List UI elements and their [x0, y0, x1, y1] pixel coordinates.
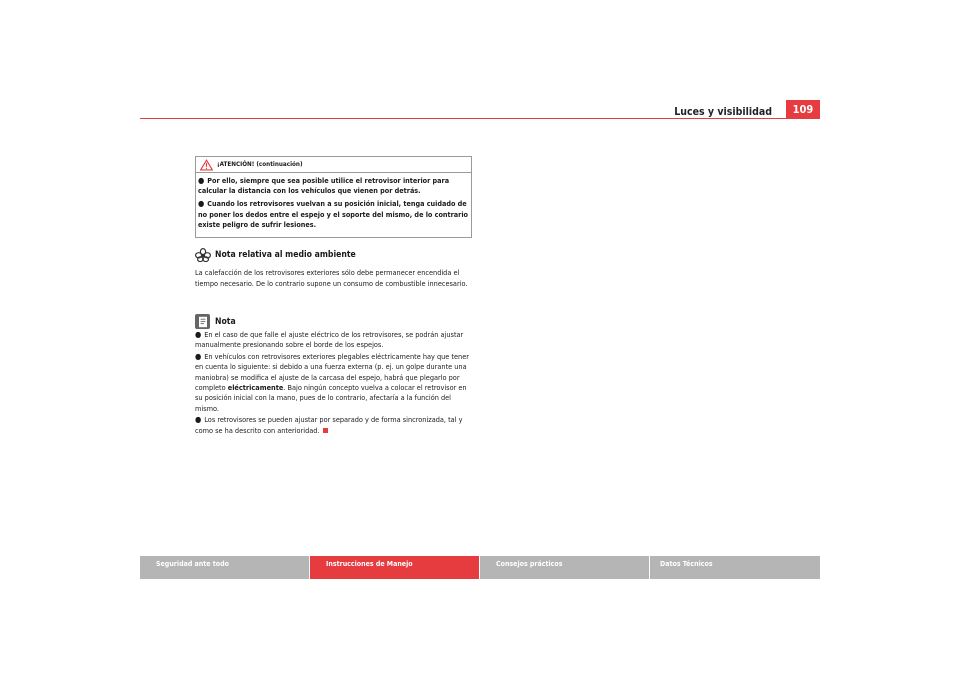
- warning-title: ¡ATENCIÓN! (continuación): [217, 161, 303, 168]
- note-heading: Nota: [195, 314, 236, 329]
- tab-instrucciones[interactable]: Instrucciones de Manejo: [310, 556, 480, 579]
- note-body: [195, 330, 471, 437]
- bullet-icon: ●: [198, 176, 205, 185]
- note-info-icon: [195, 314, 210, 329]
- warning-box: [195, 156, 472, 238]
- note-item: ● En vehículos con retrovisores exteriores plegables eléctricamente hay que tener en cuenta lo siguiente: si debido a una fuerza externa (p. ej. un golpe durante una maniobra) se modifica el ajuste de la carcasa del espejo, habrá que plegarlo por completo eléctricamente. Bajo ningún concepto vuelva a colocar el retrovisor en su posición inicial con la mano, pues de lo contrario, afectaría a la función del mismo.: [195, 351, 469, 413]
- bullet-icon: ●: [198, 199, 205, 209]
- page-number: 109: [786, 100, 820, 119]
- warning-item: ● Por ello, siempre que sea posible utilice el retrovisor interior para calcular la distancia con los vehículos que vienen por detrás.: [198, 176, 450, 196]
- environment-note-heading: Nota relativa al medio ambiente: [195, 248, 356, 262]
- section-title: Luces y visibilidad: [674, 106, 772, 118]
- tab-consejos[interactable]: Consejos prácticos: [480, 556, 650, 579]
- footer-nav: [140, 556, 820, 579]
- warning-item: ● Cuando los retrovisores vuelvan a su posición inicial, tenga cuidado de no poner los dedos entre el espejo y el soporte del mismo, de lo contrario existe peligro de sufrir lesiones.: [198, 199, 468, 229]
- warning-triangle-icon: [200, 159, 213, 171]
- bold-term: eléctricamente: [227, 383, 284, 393]
- bullet-icon: ●: [195, 330, 202, 339]
- tab-seguridad[interactable]: Seguridad ante todo: [140, 556, 310, 579]
- section-end-marker-icon: [323, 428, 328, 433]
- flower-environment-icon: [195, 248, 211, 262]
- note-item: ● Los retrovisores se pueden ajustar por separado y de forma sincronizada, tal y como se ha descrito con anterioridad.: [195, 415, 463, 435]
- note-item: ● En el caso de que falle el ajuste eléctrico de los retrovisores, se podrán ajustar manualmente presionando sobre el borde de los espejos.: [195, 330, 464, 350]
- environment-note-text: La calefacción de los retrovisores exteriores sólo debe permanecer encendida el tiempo necesario. De lo contrario supone un consumo de combustible innecesario.: [195, 268, 468, 288]
- tab-datos[interactable]: Datos Técnicos: [650, 556, 820, 579]
- warning-header: [196, 157, 471, 173]
- header-divider: [140, 118, 820, 119]
- bullet-icon: ●: [195, 415, 202, 425]
- bullet-icon: ●: [195, 351, 202, 361]
